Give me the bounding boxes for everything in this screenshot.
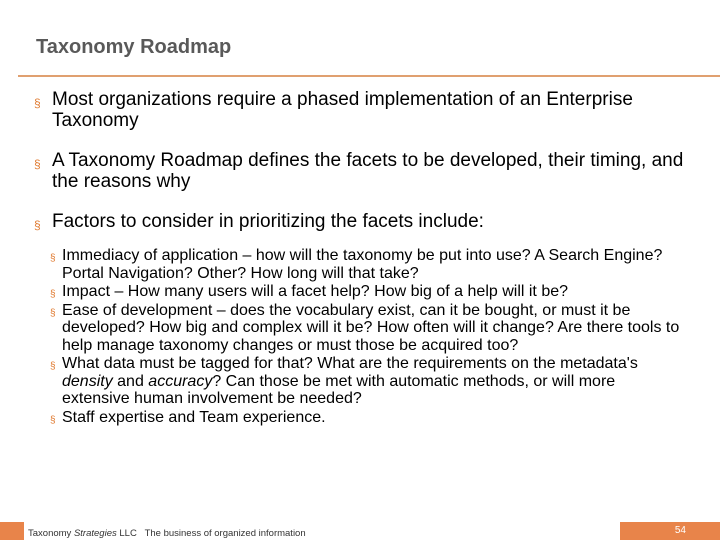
bullet-1 — [34, 89, 684, 131]
emphasis-density: density — [62, 372, 113, 390]
sub-bullet-list — [34, 247, 684, 426]
sub-bullet-1 — [50, 247, 684, 282]
bullet-text: A Taxonomy Roadmap defines the facets to be developed, their timing, and the reasons why — [52, 150, 684, 192]
page-number: 54 — [674, 525, 686, 536]
footer-logo-mark — [0, 522, 24, 540]
bullet-3 — [34, 211, 684, 232]
sub-bullet-text: What data must be tagged for that? What are the requirements on the metadata's density and accuracy? Can those be met with automatic methods, or will more extensive human involvement be needed? — [62, 355, 638, 407]
bullet-icon: § — [50, 307, 56, 319]
bullet-icon: § — [50, 253, 56, 264]
sub-bullet-5 — [50, 409, 684, 427]
sub-bullet-text: Impact – How many users will a facet help? How big of a help will it be? — [62, 283, 569, 300]
bullet-icon: § — [34, 157, 41, 171]
page-number-box — [620, 522, 720, 540]
title-divider — [18, 75, 720, 77]
emphasis-accuracy: accuracy — [148, 372, 213, 390]
bullet-text: Most organizations require a phased implementation of an Enterprise Taxonomy — [52, 89, 633, 131]
sub-bullet-text: Ease of development – does the vocabulary exist, can it be bought, or must it be developed? How big and complex will it be? How often will it change? Are there tools to help manage taxonomy changes or must those be acquired too? — [62, 301, 680, 354]
footer — [0, 522, 720, 540]
sub-bullet-text: Immediacy of application – how will the taxonomy be put into use? A Search Engine? Portal Navigation? Other? How long will that take? — [62, 247, 663, 282]
sub-bullet-2 — [50, 283, 684, 301]
bullet-text: Factors to consider in prioritizing the facets include: — [52, 211, 484, 232]
bullet-2 — [34, 150, 684, 192]
bullet-icon: § — [50, 414, 56, 426]
sub-bullet-text: Staff expertise and Team experience. — [62, 408, 326, 426]
slide-content — [34, 89, 684, 427]
bullet-icon: § — [34, 96, 41, 110]
sub-bullet-3 — [50, 302, 684, 355]
footer-text: Taxonomy Strategies LLC The business of organized information — [28, 528, 306, 539]
bullet-icon: § — [50, 361, 56, 372]
bullet-icon: § — [34, 218, 41, 232]
bullet-icon: § — [50, 289, 56, 300]
slide-title: Taxonomy Roadmap — [36, 36, 232, 58]
sub-bullet-4 — [50, 355, 684, 408]
